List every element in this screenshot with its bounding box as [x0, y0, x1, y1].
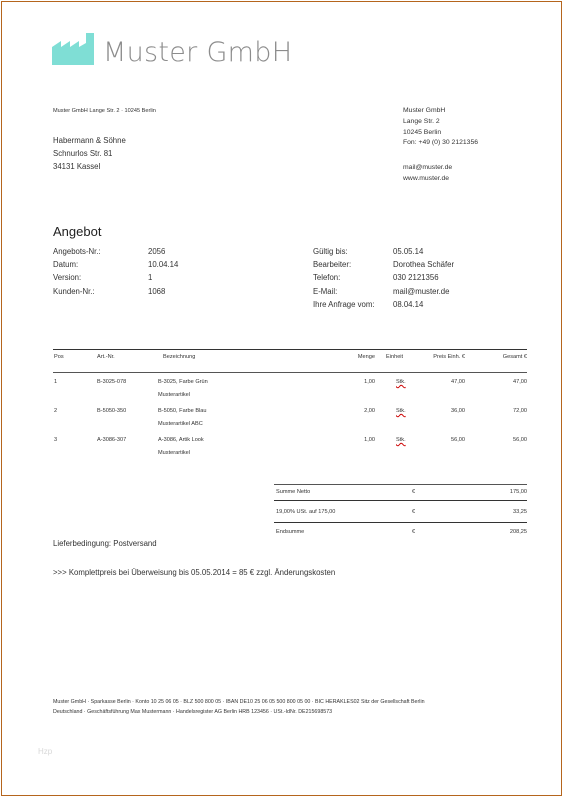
total-currency: €	[412, 509, 416, 515]
recipient-address	[53, 134, 126, 174]
totals-mid-rule	[274, 500, 527, 501]
col-pos-header: Pos	[54, 354, 64, 360]
col-menge-header: Menge	[357, 354, 375, 360]
cell-bez-sub: Musterartikel ABC	[158, 421, 203, 427]
meta-value: 030 2121356	[393, 273, 439, 283]
meta-value: 05.05.14	[393, 247, 424, 256]
sender-address-line: Muster GmbH	[403, 107, 446, 114]
meta-value: mail@muster.de	[393, 286, 450, 296]
col-art-header: Art.-Nr.	[97, 354, 115, 360]
footer-line: Muster GmbH · Sparkasse Berlin · Konto 10 25 06 05 · BLZ 500 800 05 · IBAN DE10 25 06 05 500 800 05 00 · BIC HERAKLES02 Sitz der Gesellschaft Berlin	[53, 699, 425, 705]
meta-label: E-Mail:	[313, 286, 338, 296]
meta-value: 1	[148, 273, 153, 283]
cell-bez-sub: Musterartikel	[158, 450, 191, 456]
total-value: 208,25	[509, 529, 527, 535]
cell-menge: 1,00	[364, 437, 375, 443]
total-label: Summe Netto	[276, 489, 311, 495]
meta-value: 2056	[148, 247, 166, 256]
cell-bez-sub: Musterartikel	[158, 392, 191, 398]
cell-gesamt: 72,00	[513, 408, 527, 414]
cell-einheit: Stk.	[396, 379, 406, 385]
meta-value: 10.04.14	[148, 260, 179, 270]
total-value: 175,00	[509, 489, 527, 495]
meta-value: 08.04.14	[393, 299, 424, 309]
meta-right-labels	[313, 245, 375, 311]
payment-note: >>> Komplettpreis bei Überweisung bis 05.05.2014 = 85 € zzgl. Änderungskosten	[53, 568, 336, 577]
cell-pos: 1	[54, 379, 58, 385]
col-gesamt-header: Gesamt €	[502, 354, 527, 360]
total-label: Endsumme	[276, 529, 305, 535]
meta-value: Dorothea Schäfer	[393, 260, 455, 270]
company-name: Muster GmbH	[103, 37, 293, 68]
cell-preis: 36,00	[451, 408, 465, 414]
sender-contact	[403, 163, 452, 185]
recipient-line: Schnurlos Str. 81	[53, 149, 113, 159]
total-value: 33,25	[513, 509, 527, 515]
recipient-line: 34131 Kassel	[53, 162, 101, 172]
cell-art: A-3086-307	[97, 437, 127, 443]
meta-label: Version:	[53, 273, 82, 283]
totals-top-rule	[274, 484, 527, 485]
cell-bez: B-3025, Farbe Grün	[158, 379, 208, 385]
meta-label: Datum:	[53, 260, 79, 270]
delivery-terms: Lieferbedingung: Postversand	[53, 539, 157, 548]
sender-address-line: Fon: +49 (0) 30 2121356	[403, 139, 479, 147]
sender-line: Muster GmbH Lange Str. 2 · 10245 Berlin	[53, 108, 156, 114]
total-currency: €	[412, 489, 416, 495]
sender-email: mail@muster.de	[403, 164, 453, 171]
cell-bez: A-3086, Artik Look	[158, 437, 204, 443]
sender-address	[403, 106, 478, 149]
cell-menge: 2,00	[364, 408, 375, 414]
total-label: 19,00% USt. auf 175,00	[276, 509, 336, 515]
meta-right-values	[393, 245, 454, 311]
cell-bez: B-5050, Farbe Blau	[158, 408, 207, 414]
cell-art: B-5050-350	[97, 408, 127, 414]
cell-pos: 2	[54, 408, 58, 414]
col-einheit-header: Einheit	[386, 354, 404, 360]
meta-left-values	[148, 245, 178, 298]
cell-pos: 3	[54, 437, 58, 443]
footer	[53, 697, 425, 717]
meta-label: Angebots-Nr.:	[53, 247, 101, 256]
cell-art: B-3025-078	[97, 379, 127, 385]
col-bez-header: Bezeichnung	[163, 354, 196, 360]
cell-preis: 47,00	[451, 379, 465, 385]
footer-line: Deutschland · Geschäftsführung Max Mustermann · Handelsregister AG Berlin HRB 123456 · USt.-IdNr. DE215698573	[53, 709, 333, 715]
table-top-rule	[53, 349, 527, 350]
meta-label: Gültig bis:	[313, 247, 348, 256]
sender-address-line: Lange Str. 2	[403, 117, 440, 125]
meta-left-labels	[53, 245, 101, 298]
col-preis-header: Preis Einh. €	[433, 354, 465, 360]
meta-label: Bearbeiter:	[313, 260, 352, 270]
meta-value: 1068	[148, 286, 166, 296]
document-title: Angebot	[53, 224, 102, 239]
sender-website: www.muster.de	[403, 174, 450, 182]
cell-gesamt: 56,00	[513, 437, 527, 443]
watermark: Hzp	[38, 747, 53, 756]
totals-bottom-rule	[274, 522, 527, 523]
recipient-line: Habermann & Söhne	[53, 136, 126, 145]
cell-einheit: Stk.	[396, 437, 406, 443]
cell-gesamt: 47,00	[513, 379, 527, 385]
meta-label: Kunden-Nr.:	[53, 286, 95, 296]
sender-address-line: 10245 Berlin	[403, 128, 442, 136]
cell-einheit: Stk.	[396, 408, 406, 414]
cell-menge: 1,00	[364, 379, 375, 385]
meta-label: Ihre Anfrage vom:	[313, 299, 375, 309]
table-header-rule	[53, 372, 527, 373]
factory-logo-icon	[52, 33, 98, 65]
total-currency: €	[412, 529, 416, 535]
cell-preis: 56,00	[451, 437, 465, 443]
meta-label: Telefon:	[313, 273, 341, 283]
